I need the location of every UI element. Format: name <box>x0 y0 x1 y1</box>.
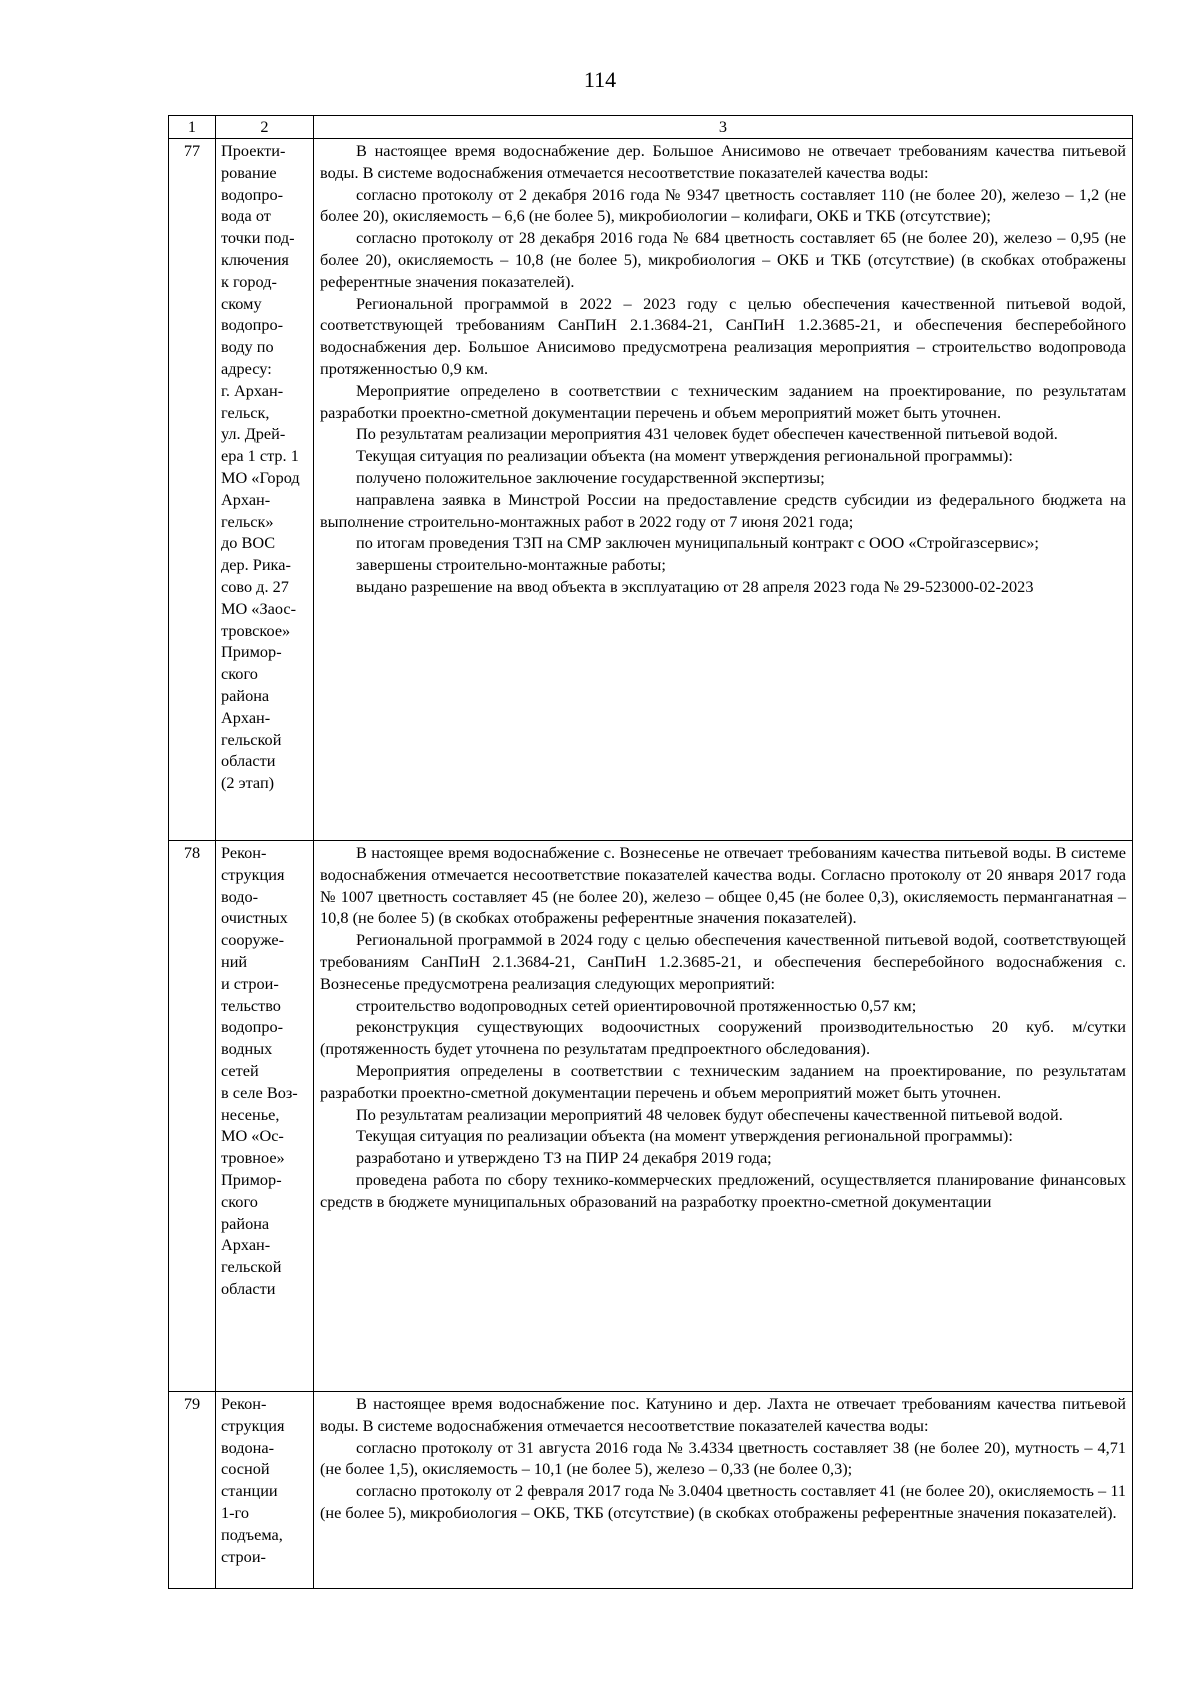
description-paragraph: согласно протоколу от 2 февраля 2017 года № 3.0404 цветность составляет 41 (не более 20), окисляемость – 11 (не более 5), микробиология – ОКБ, ТКБ (отсутствие) (в скобках отображены референтные значения показателей). <box>320 1481 1126 1522</box>
measure-description <box>314 139 1133 841</box>
description-paragraph: По результатам реализации мероприятия 431 человек будет обеспечен качественной питьевой водой. <box>356 424 1058 444</box>
description-paragraph: Региональной программой в 2022 – 2023 году с целью обеспечения качественной питьевой водой, соответствующей требованиям СанПиН 2.1.3684-21, СанПиН 1.2.3685-21, и обеспечения бесперебойного водоснабжения дер. Большое Анисимово предусмотрена реализация мероприятия – строительство водопровода протяженностью 0,9 км. <box>320 293 1126 378</box>
column-header-2: 2 <box>216 116 314 139</box>
description-paragraph: В настоящее время водоснабжение дер. Большое Анисимово не отвечает требованиям качества питьевой воды. В системе водоснабжения отмечается несоответствие показателей качества воды: <box>320 141 1126 182</box>
description-paragraph: по итогам проведения ТЗП на СМР заключен муниципальный контракт с ООО «Стройгазсервис»; <box>356 533 1039 553</box>
description-paragraph: выдано разрешение на ввод объекта в эксплуатацию от 28 апреля 2023 года № 29-523000-02-2023 <box>356 576 1034 596</box>
description-paragraph: согласно протоколу от 2 декабря 2016 года № 9347 цветность составляет 110 (не более 20), железо – 1,2 (не более 20), окисляемость – 6,6 (не более 5), микробиологии – колифаги, ОКБ и ТКБ (отсутствие); <box>320 184 1126 226</box>
description-paragraph: разработано и утверждено ТЗ на ПИР 24 декабря 2019 года; <box>356 1148 772 1168</box>
description-paragraph: Текущая ситуация по реализации объекта (на момент утверждения региональной программы): <box>356 446 1013 466</box>
description-paragraph: проведена работа по сбору технико-коммерческих предложений, осуществляется планирование финансовых средств в бюджете муниципальных образований на разработку проектно-сметной документации <box>320 1169 1126 1211</box>
description-paragraph: Текущая ситуация по реализации объекта (на момент утверждения региональной программы): <box>356 1126 1013 1146</box>
measures-table <box>168 115 1133 1589</box>
table-row <box>169 139 1133 841</box>
description-paragraph: согласно протоколу от 28 декабря 2016 года № 684 цветность составляет 65 (не более 20), железо – 0,95 (не более 20), окисляемость – 10,8 (не более 5), микробиология – ОКБ и ТКБ (отсутствие) (в скобках отображены референтные значения показателей). <box>320 228 1126 291</box>
page-number: 114 <box>583 67 617 92</box>
measure-description <box>314 841 1133 1392</box>
description-paragraph: получено положительное заключение государственной экспертизы; <box>356 467 825 487</box>
table-header-row <box>169 116 1133 139</box>
column-header-3: 3 <box>314 116 1133 139</box>
description-paragraph: В настоящее время водоснабжение пос. Катунино и дер. Лахта не отвечает требованиям качества питьевой воды. В системе водоснабжения отмечается несоответствие показателей качества воды: <box>320 1394 1126 1435</box>
table-row <box>169 841 1133 1392</box>
description-paragraph: реконструкция существующих водоочистных сооружений производительностью 20 куб. м/сутки (протяженность будет уточнена по результатам предпроектного обследования). <box>320 1017 1126 1059</box>
description-paragraph: Мероприятия определены в соответствии с техническим заданием на проектирование, по результатам разработки проектно-сметной документации перечень и объем мероприятий может быть уточнен. <box>320 1060 1126 1102</box>
description-paragraph: направлена заявка в Минстрой России на предоставление средств субсидии из федерального бюджета на выполнение строительно-монтажных работ в 2022 году от 7 июня 2021 года; <box>320 489 1126 531</box>
description-paragraph: строительство водопроводных сетей ориентировочной протяженностью 0,57 км; <box>356 995 917 1015</box>
row-number: 79 <box>169 1392 216 1589</box>
measure-description <box>314 1392 1133 1589</box>
table-row <box>169 1392 1133 1589</box>
row-number: 78 <box>169 841 216 1392</box>
description-paragraph: завершены строительно-монтажные работы; <box>356 555 666 575</box>
description-paragraph: В настоящее время водоснабжение с. Вознесенье не отвечает требованиям качества питьевой воды. В системе водоснабжения отмечается несоответствие показателей качества воды. Согласно протоколу от 20 января 2017 года № 1007 цветность составляет 45 (не более 20), железо – общее 0,45 (не более 0,3), окисляемость перманганатная – 10,8 (не более 5) (в скобках отображены референтные значения показателей). <box>320 843 1126 928</box>
description-paragraph: согласно протоколу от 31 августа 2016 года № 3.4334 цветность составляет 38 (не более 20), мутность – 4,71 (не более 1,5), окисляемость – 10,1 (не более 5), железо – 0,33 (не более 0,3); <box>320 1437 1126 1479</box>
row-number: 77 <box>169 139 216 841</box>
description-paragraph: Мероприятие определено в соответствии с техническим заданием на проектирование, по результатам разработки проектно-сметной документации перечень и объем мероприятий может быть уточнен. <box>320 380 1126 422</box>
column-header-1: 1 <box>169 116 216 139</box>
measure-name: Проекти- рование водопро- вода от точки под- ключения к город- скому водопро- воду по адресу: г. Архан- гельск, ул. Дрей- ера 1 стр. 1 МО «Город Архан- гельск» до ВОС дер. Рика- сово д. 27 МО «Заос- тровское» Примор- ского района Архан- гельской области (2 этап) <box>216 139 314 841</box>
description-paragraph: По результатам реализации мероприятий 48 человек будут обеспечены качественной питьевой водой. <box>356 1104 1063 1124</box>
measure-name: Рекон- струкция водо- очистных сооруже- ний и строи- тельство водопро- водных сетей в селе Воз- несенье, МО «Ос- тровное» Примор- ского района Архан- гельской области <box>216 841 314 1392</box>
measure-name: Рекон- струкция водона- сосной станции 1-го подъема, строи- <box>216 1392 314 1589</box>
description-paragraph: Региональной программой в 2024 году с целью обеспечения качественной питьевой водой, соответствующей требованиям СанПиН 2.1.3684-21, СанПиН 1.2.3685-21, и обеспечения бесперебойного водоснабжения с. Вознесенье предусмотрена реализация следующих мероприятий: <box>320 930 1126 993</box>
